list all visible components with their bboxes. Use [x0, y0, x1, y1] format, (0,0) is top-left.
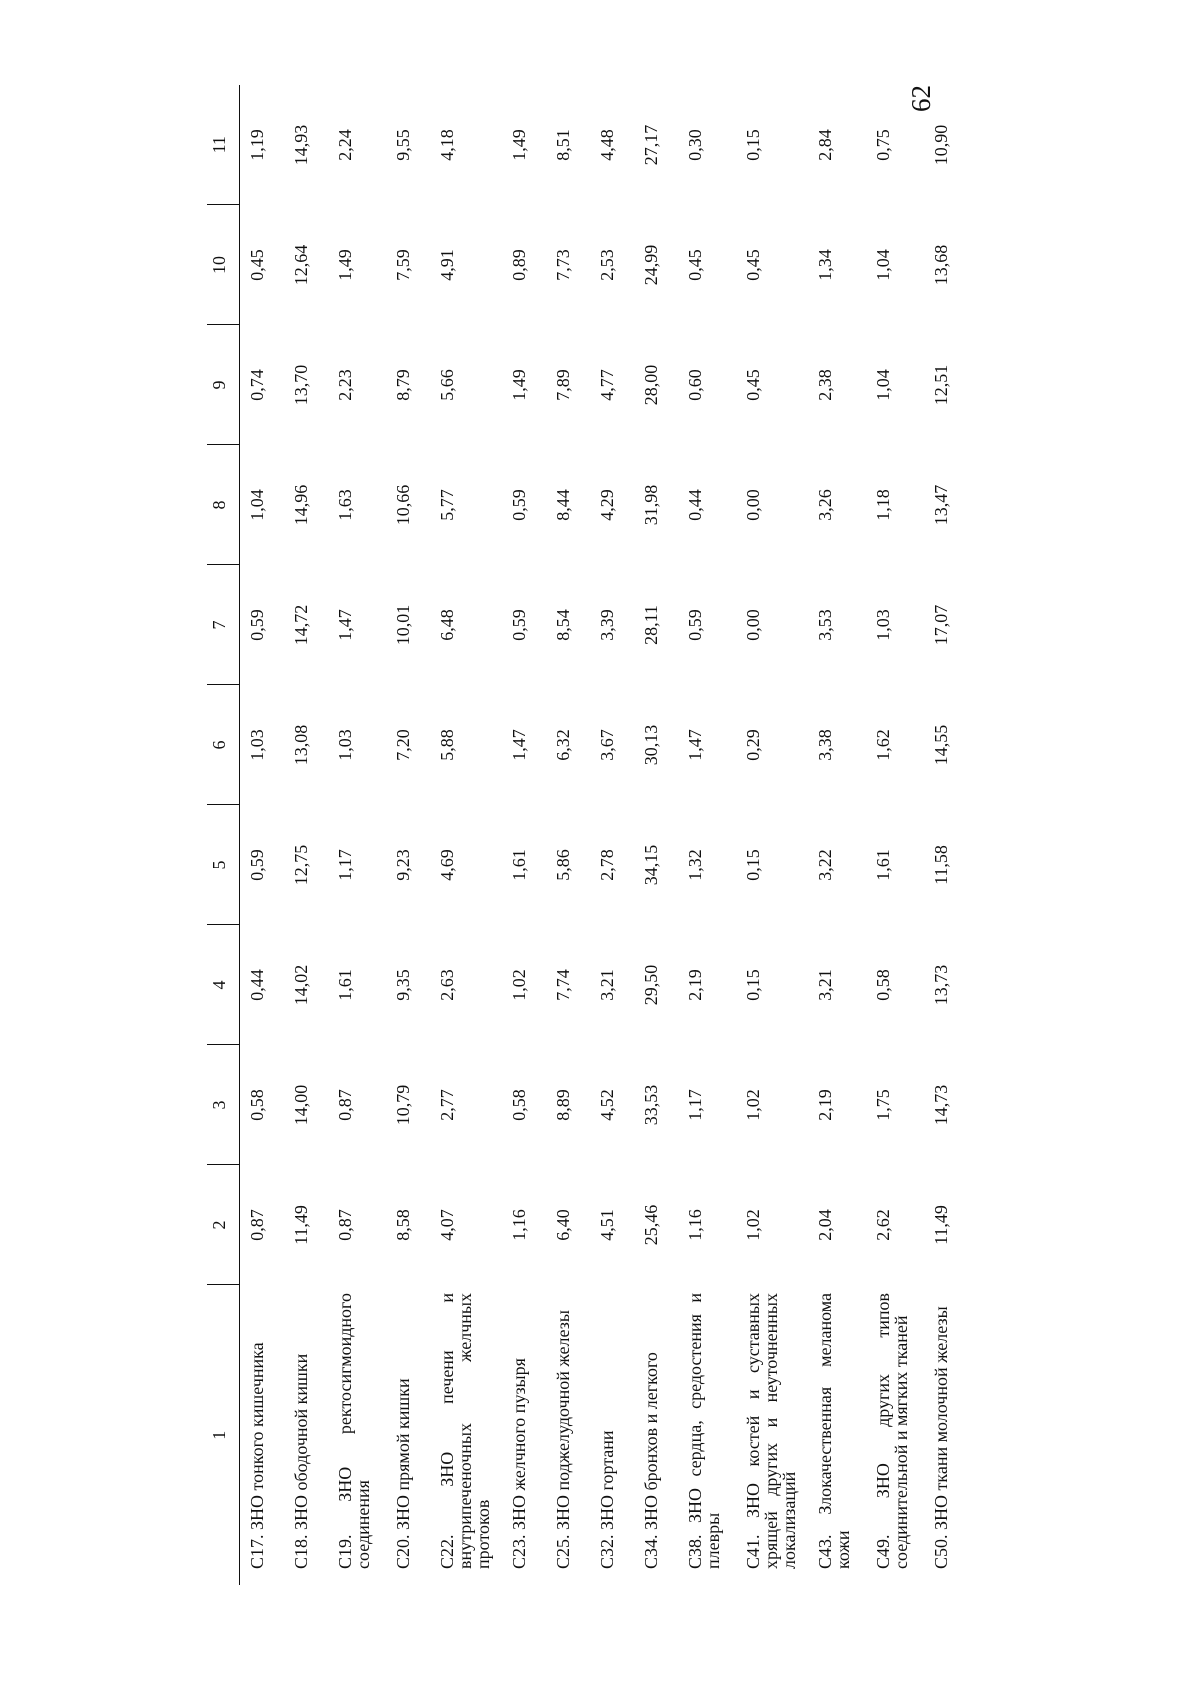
table-cell: 25,46: [641, 1204, 661, 1246]
table-cell: 0,60: [685, 369, 705, 401]
table-cell: 4,91: [437, 249, 457, 281]
row-label: C32. ЗНО гортани: [597, 1430, 617, 1569]
table-cell: 30,13: [641, 724, 661, 766]
column-header: 10: [207, 205, 240, 325]
table-cell: 2,63: [437, 969, 457, 1001]
table-cell: 1,61: [335, 969, 355, 1001]
table-cell: 1,02: [509, 969, 529, 1001]
table-cell: 0,15: [743, 849, 763, 881]
table-cell: 0,45: [743, 249, 763, 281]
table-cell: 0,59: [509, 489, 529, 521]
table-cell: 11,49: [931, 1205, 951, 1245]
table-cell: 1,61: [873, 849, 893, 881]
table-cell: 8,79: [393, 369, 413, 401]
table-cell: 0,75: [873, 129, 893, 161]
row-label: C43. Злокачественная меланома кожи: [815, 1293, 853, 1569]
table-cell: 8,54: [553, 609, 573, 641]
row-label: C19. ЗНО ректосигмоидного соединения: [335, 1293, 373, 1569]
table-cell: 2,19: [815, 1089, 835, 1121]
column-header: 1: [207, 1285, 240, 1585]
table-cell: 2,77: [437, 1089, 457, 1121]
table-cell: 6,48: [437, 609, 457, 641]
table-cell: 1,19: [247, 129, 267, 161]
table-cell: 3,53: [815, 609, 835, 641]
table-cell: 13,73: [931, 964, 951, 1006]
table-cell: 5,77: [437, 489, 457, 521]
table-cell: 2,53: [597, 249, 617, 281]
table-cell: 4,77: [597, 369, 617, 401]
table-cell: 2,78: [597, 849, 617, 881]
table-row: [634, 85, 678, 1585]
row-label: C34. ЗНО бронхов и легкого: [641, 1352, 661, 1569]
table-row: [328, 85, 386, 1585]
table-cell: 1,49: [509, 129, 529, 161]
table-row: [240, 85, 285, 1585]
table-cell: 28,00: [641, 364, 661, 406]
table-cell: 12,64: [291, 244, 311, 286]
table-cell: 34,15: [641, 844, 661, 886]
table-cell: 1,62: [873, 729, 893, 761]
table-cell: 0,58: [509, 1089, 529, 1121]
table-cell: 0,45: [247, 249, 267, 281]
row-label: C41. ЗНО костей и суставных хрящей других и неуточненных локализаций: [743, 1293, 799, 1569]
row-label: C25. ЗНО поджелудочной железы: [553, 1310, 573, 1569]
table-cell: 0,15: [743, 129, 763, 161]
table-row: [386, 85, 430, 1585]
table-cell: 4,29: [597, 489, 617, 521]
row-label: C23. ЗНО желчного пузыря: [509, 1358, 529, 1569]
table-cell: 3,67: [597, 729, 617, 761]
table-row: [808, 85, 866, 1585]
table-cell: 1,02: [743, 1089, 763, 1121]
column-header: 8: [207, 445, 240, 565]
statistics-table: [207, 85, 968, 1585]
row-label: C22. ЗНО печени и внутрипеченочных желчных протоков: [437, 1293, 493, 1569]
table-row: [924, 85, 968, 1585]
table-cell: 3,39: [597, 609, 617, 641]
table-cell: 8,51: [553, 129, 573, 161]
table-cell: 13,68: [931, 244, 951, 286]
table-cell: 0,89: [509, 249, 529, 281]
table-cell: 0,74: [247, 369, 267, 401]
table-cell: 12,75: [291, 844, 311, 886]
table-cell: 1,16: [685, 1209, 705, 1241]
table-cell: 2,24: [335, 129, 355, 161]
table-cell: 3,26: [815, 489, 835, 521]
table-cell: 8,58: [393, 1209, 413, 1241]
table-cell: 4,18: [437, 129, 457, 161]
table-cell: 1,04: [873, 249, 893, 281]
column-header: 7: [207, 565, 240, 685]
table-body: [240, 85, 969, 1585]
table-cell: 7,59: [393, 249, 413, 281]
table-cell: 4,51: [597, 1209, 617, 1241]
table-cell: 1,02: [743, 1209, 763, 1241]
table-cell: 11,49: [291, 1205, 311, 1245]
table-cell: 1,63: [335, 489, 355, 521]
table-cell: 14,96: [291, 484, 311, 526]
table-cell: 5,86: [553, 849, 573, 881]
table-cell: 31,98: [641, 484, 661, 526]
table-cell: 0,58: [247, 1089, 267, 1121]
table-cell: 1,17: [685, 1089, 705, 1121]
column-header: 5: [207, 805, 240, 925]
table-cell: 0,15: [743, 969, 763, 1001]
table-row: [430, 85, 502, 1585]
row-label: C50. ЗНО ткани молочной железы: [931, 1306, 951, 1569]
table-cell: 1,75: [873, 1089, 893, 1121]
row-label: C18. ЗНО ободочной кишки: [291, 1353, 311, 1569]
table-cell: 6,32: [553, 729, 573, 761]
table-cell: 4,52: [597, 1089, 617, 1121]
table-cell: 1,47: [509, 729, 529, 761]
table-cell: 14,02: [291, 964, 311, 1006]
table-cell: 27,17: [641, 124, 661, 166]
table-cell: 1,17: [335, 849, 355, 881]
table-cell: 1,03: [247, 729, 267, 761]
table-cell: 11,58: [931, 845, 951, 885]
table-cell: 1,47: [335, 609, 355, 641]
table-row: [678, 85, 736, 1585]
table-cell: 4,48: [597, 129, 617, 161]
table-cell: 1,04: [247, 489, 267, 521]
table-cell: 7,89: [553, 369, 573, 401]
table-cell: 0,87: [247, 1209, 267, 1241]
table-cell: 0,44: [247, 969, 267, 1001]
table-cell: 0,59: [247, 849, 267, 881]
table-cell: 29,50: [641, 964, 661, 1006]
table-cell: 13,70: [291, 364, 311, 406]
table-cell: 1,34: [815, 249, 835, 281]
header-row: [207, 85, 240, 1585]
table-cell: 0,00: [743, 489, 763, 521]
row-label: C38. ЗНО сердца, средостения и плевры: [685, 1293, 723, 1569]
table-cell: 0,00: [743, 609, 763, 641]
table-cell: 14,93: [291, 124, 311, 166]
table-row: [546, 85, 590, 1585]
table-row: [284, 85, 328, 1585]
table-cell: 9,55: [393, 129, 413, 161]
table-cell: 1,47: [685, 729, 705, 761]
table-cell: 3,38: [815, 729, 835, 761]
table-cell: 0,44: [685, 489, 705, 521]
table-cell: 0,30: [685, 129, 705, 161]
table-cell: 3,21: [597, 969, 617, 1001]
table-row: [736, 85, 808, 1585]
table-cell: 7,73: [553, 249, 573, 281]
table-cell: 8,44: [553, 489, 573, 521]
table-cell: 24,99: [641, 244, 661, 286]
column-header: 9: [207, 325, 240, 445]
table-cell: 1,03: [873, 609, 893, 641]
table-cell: 0,59: [509, 609, 529, 641]
table-cell: 2,23: [335, 369, 355, 401]
table-cell: 2,84: [815, 129, 835, 161]
table-cell: 5,66: [437, 369, 457, 401]
table-cell: 1,32: [685, 849, 705, 881]
page-number: 62: [906, 85, 936, 112]
table-cell: 6,40: [553, 1209, 573, 1241]
column-header: 11: [207, 85, 240, 205]
table-cell: 1,49: [509, 369, 529, 401]
table-cell: 2,62: [873, 1209, 893, 1241]
table-row: [590, 85, 634, 1585]
table-cell: 1,04: [873, 369, 893, 401]
table-cell: 7,20: [393, 729, 413, 761]
table-cell: 14,55: [931, 724, 951, 766]
table-cell: 0,45: [685, 249, 705, 281]
table-cell: 10,79: [393, 1084, 413, 1126]
table-cell: 9,23: [393, 849, 413, 881]
table-cell: 2,19: [685, 969, 705, 1001]
table-cell: 3,21: [815, 969, 835, 1001]
table-cell: 10,66: [393, 484, 413, 526]
table-cell: 4,69: [437, 849, 457, 881]
table-row: [502, 85, 546, 1585]
table-cell: 0,87: [335, 1209, 355, 1241]
table-cell: 1,16: [509, 1209, 529, 1241]
table-cell: 0,29: [743, 729, 763, 761]
table-cell: 8,89: [553, 1089, 573, 1121]
table-cell: 1,03: [335, 729, 355, 761]
column-header: 4: [207, 925, 240, 1045]
table-cell: 13,47: [931, 484, 951, 526]
table-cell: 33,53: [641, 1084, 661, 1126]
table-cell: 14,73: [931, 1084, 951, 1126]
table-cell: 4,07: [437, 1209, 457, 1241]
column-header: 6: [207, 685, 240, 805]
table-cell: 17,07: [931, 604, 951, 646]
table-cell: 0,87: [335, 1089, 355, 1121]
table-cell: 13,08: [291, 724, 311, 766]
column-header: 2: [207, 1165, 240, 1285]
table-row: [866, 85, 924, 1585]
table-cell: 0,59: [685, 609, 705, 641]
table-cell: 12,51: [931, 364, 951, 406]
table-cell: 7,74: [553, 969, 573, 1001]
table-cell: 9,35: [393, 969, 413, 1001]
table-cell: 3,22: [815, 849, 835, 881]
table-cell: 1,61: [509, 849, 529, 881]
table-cell: 14,72: [291, 604, 311, 646]
table-cell: 1,18: [873, 489, 893, 521]
table-cell: 2,38: [815, 369, 835, 401]
table-cell: 0,58: [873, 969, 893, 1001]
column-header: 3: [207, 1045, 240, 1165]
table-cell: 28,11: [641, 605, 661, 645]
table-cell: 1,49: [335, 249, 355, 281]
table-cell: 10,90: [931, 124, 951, 166]
row-label: C20. ЗНО прямой кишки: [393, 1378, 413, 1569]
table-cell: 0,45: [743, 369, 763, 401]
row-label: C49. ЗНО других типов соединительной и мягких тканей: [873, 1293, 911, 1569]
row-label: C17. ЗНО тонкого кишечника: [247, 1342, 267, 1569]
table-cell: 14,00: [291, 1084, 311, 1126]
table-cell: 0,59: [247, 609, 267, 641]
table-cell: 5,88: [437, 729, 457, 761]
table-cell: 10,01: [393, 604, 413, 646]
table-cell: 2,04: [815, 1209, 835, 1241]
